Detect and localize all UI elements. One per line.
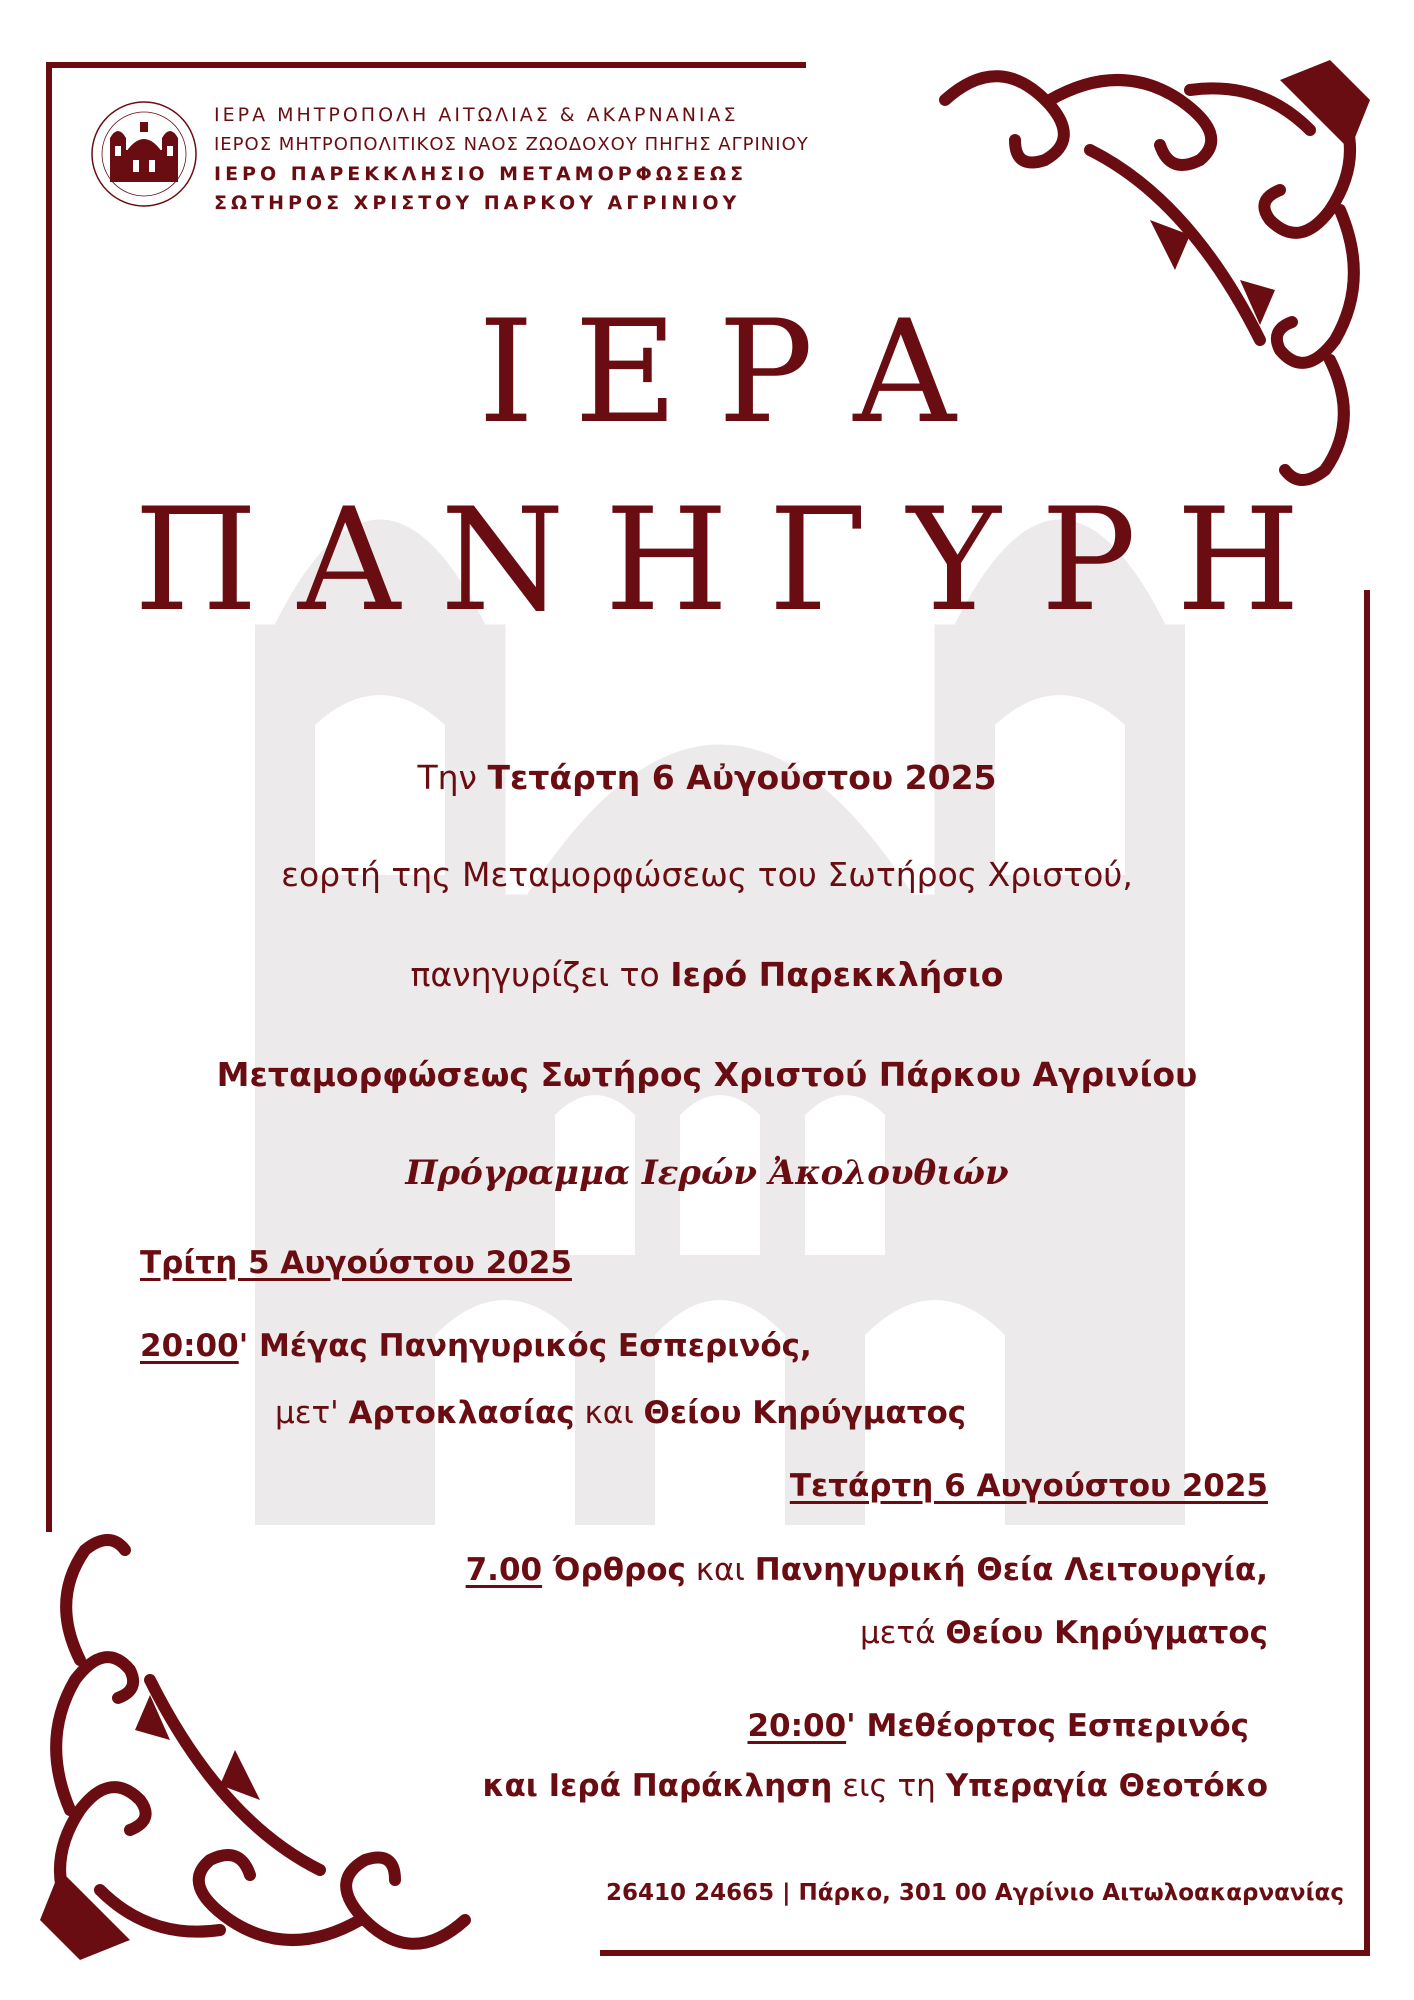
- title-line-1: ΙΕΡΑ: [478, 290, 996, 455]
- intro-chapel-name: Μεταμορφώσεως Σωτήρος Χριστού Πάρκου Αγρινίου: [216, 1055, 1198, 1094]
- intro-date-line: Την Τετάρτη 6 Αὐγούστου 2025: [417, 758, 997, 797]
- header-cathedral: ΙΕΡΟΣ ΜΗΤΡΟΠΟΛΙΤΙΚΟΣ ΝΑΟΣ ΖΩΟΔΟΧΟΥ ΠΗΓΗΣ ΑΓΡΙΝΙΟΥ: [214, 134, 809, 155]
- day1-time: 20:00: [140, 1328, 239, 1364]
- day1-date: Τρίτη 5 Αυγούστου 2025: [140, 1245, 572, 1281]
- day1-vespers: 20:00' Μέγας Πανηγυρικός Εσπερινός,: [140, 1328, 812, 1364]
- frame-bottom-line: [600, 1950, 1370, 1956]
- day2-time-evening: 20:00: [747, 1708, 847, 1744]
- day2-liturgy: 7.00 Όρθρος και Πανηγυρική Θεία Λειτουργία,: [465, 1552, 1268, 1588]
- day2-time-morning: 7.00: [465, 1552, 543, 1588]
- corner-ornament-bottom-left: [40, 1520, 480, 1960]
- intro-celebration-line: πανηγυρίζει το Ιερό Παρεκκλήσιο: [410, 955, 1004, 994]
- day2-date: Τετάρτη 6 Αυγούστου 2025: [789, 1468, 1268, 1504]
- day2-paraklesis: και Ιερά Παράκληση εις τη Υπεραγία Θεοτόκο: [482, 1768, 1268, 1804]
- metropolis-seal-logo: [88, 98, 200, 210]
- frame-top-line: [46, 62, 806, 68]
- title-line-2: ΠΑΝΗΓΥΡΗ: [133, 478, 1341, 643]
- day2-liturgy-details: μετά Θείου Κηρύγματος: [859, 1615, 1268, 1651]
- day1-vespers-details: μετ' Αρτοκλασίας και Θείου Κηρύγματος: [275, 1395, 967, 1431]
- header-metropolis: ΙΕΡΑ ΜΗΤΡΟΠΟΛΗ ΑΙΤΩΛΙΑΣ & ΑΚΑΡΝΑΝΙΑΣ: [214, 104, 739, 126]
- program-title: Πρόγραμμα Ιερών Ἀκολουθιών: [405, 1153, 1009, 1193]
- frame-left-line: [46, 62, 52, 1532]
- header-chapel: ΙΕΡΟ ΠΑΡΕΚΚΛΗΣΙΟ ΜΕΤΑΜΟΡΦΩΣΕΩΣ: [214, 163, 748, 185]
- intro-feast-line: εορτή της Μεταμορφώσεως του Σωτήρος Χριστού,: [281, 855, 1133, 894]
- footer-contact: 26410 24665 | Πάρκο, 301 00 Αγρίνιο Αιτωλοακαρνανίας: [606, 1880, 1344, 1906]
- header-chapel-location: ΣΩΤΗΡΟΣ ΧΡΙΣΤΟΥ ΠΑΡΚΟΥ ΑΓΡΙΝΙΟΥ: [214, 192, 741, 214]
- day2-evening-vespers: 20:00' Μεθέορτος Εσπερινός: [747, 1708, 1249, 1744]
- feast-date: Τετάρτη 6 Αὐγούστου 2025: [487, 758, 997, 797]
